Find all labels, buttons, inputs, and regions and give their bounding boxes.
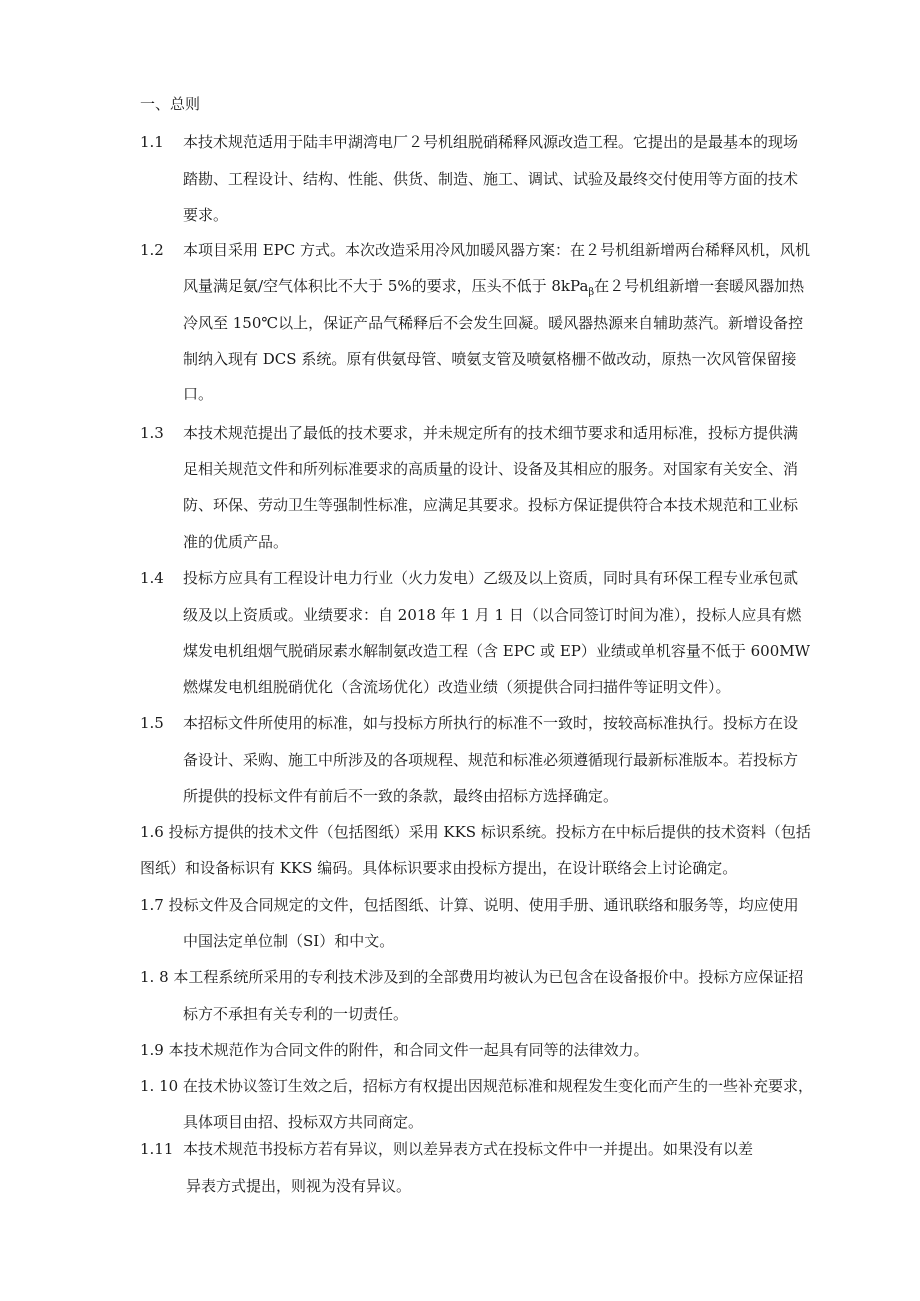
clause-1-5-line-2: 备设计、采购、施工中所涉及的各项规程、规范和标准必须遵循现行最新标准版本。若投标方 [183,751,799,769]
clause-number-1-1: 1.1 [140,133,164,151]
clause-1-3-line-1: 本技术规范提出了最低的技术要求，并未规定所有的技术细节要求和适用标准，投标方提供满 [183,424,799,442]
clause-1-6-line-1: 1.6 投标方提供的技术文件（包括图纸）采用 KKS 标识系统。投标方在中标后提供的技术资料（包括 [140,823,811,841]
clause-1-3-line-3: 防、环保、劳动卫生等强制性标准，应满足其要求。投标方保证提供符合本技术规范和工业标 [183,496,799,514]
clause-number-1-11: 1.11 [140,1140,174,1158]
clause-1-2-line-3: 冷风至 150℃以上，保证产品气稀释后不会发生回凝。暖风器热源来自辅助蒸汽。新增设备控 [183,314,804,332]
clause-1-2-line-2-tail: 在２号机组新增一套暖风器加热 [594,277,805,295]
clause-1-7-line-2: 中国法定单位制（SI）和中文。 [183,932,395,950]
clause-1-2-line-5: 口。 [183,385,214,403]
clause-1-3-line-2: 足相关规范文件和所列标准要求的高质量的设计、设备及其相应的服务。对国家有关安全、消 [183,460,799,478]
clause-1-1-line-2: 踏勘、工程设计、结构、性能、供货、制造、施工、调试、试验及最终交付使用等方面的技术 [183,170,799,188]
clause-1-1-line-3: 要求。 [183,206,229,224]
clause-1-4-line-2: 级及以上资质或。业绩要求：自 2018 年 1 月 1 日（以合同签订时间为准），投标人应具有燃 [183,606,802,624]
subscript-beta: β [588,287,595,298]
clause-1-6-line-2: 图纸）和设备标识有 KKS 编码。具体标识要求由投标方提出，在设计联络会上讨论确定。 [140,859,738,877]
section-heading: 一、总则 [140,95,201,113]
clause-1-1-line-1: 本技术规范适用于陆丰甲湖湾电厂２号机组脱硝稀释风源改造工程。它提出的是最基本的现场 [183,133,799,151]
clause-1-2-line-2-head: 风量满足氨/空气体积比不大于 5%的要求，压头不低于 8kPa [183,277,589,295]
clause-1-4-line-3: 煤发电机组烟气脱硝尿素水解制氨改造工程（含 EPC 或 EP）业绩或单机容量不低于 600MW [183,642,811,660]
clause-1-10-line-2: 具体项目由招、投标双方共同商定。 [183,1113,424,1131]
clause-1-11-line-2: 异表方式提出，则视为没有异议。 [186,1177,412,1195]
clause-1-8-line-1: 1. 8 本工程系统所采用的专利技术涉及到的全部费用均被认为已包含在设备报价中。投标方应保证招 [140,968,804,986]
clause-number-1-5: 1.5 [140,714,164,732]
clause-1-4-line-4: 燃煤发电机组脱硝优化（含流场优化）改造业绩（须提供合同扫描件等证明文件）。 [183,678,731,696]
clause-1-2-line-2 [183,276,804,303]
clause-1-5-line-3: 所提供的投标文件有前后不一致的条款，最终由招标方选择确定。 [183,787,619,805]
clause-1-11-line-1: 本技术规范书投标方若有异议，则以差异表方式在投标文件中一并提出。如果没有以差 [183,1140,754,1158]
clause-1-8-line-2: 标方不承担有关专利的一切责任。 [183,1005,409,1023]
clause-number-1-2: 1.2 [140,241,164,259]
clause-1-5-line-1: 本招标文件所使用的标准，如与投标方所执行的标准不一致时，按较高标准执行。投标方在设 [183,714,799,732]
clause-1-2-line-1: 本项目采用 EPC 方式。本次改造采用冷风加暖风器方案：在２号机组新增两台稀释风机，风机 [183,241,811,259]
clause-1-10-line-1: 1. 10 在技术协议签订生效之后，招标方有权提出因规范标准和规程发生变化而产生的一些补充要求， [140,1077,813,1095]
clause-number-1-3: 1.3 [140,424,164,442]
clause-1-4-line-1: 投标方应具有工程设计电力行业（火力发电）乙级及以上资质，同时具有环保工程专业承包贰 [183,569,799,587]
clause-1-2-line-4: 制纳入现有 DCS 系统。原有供氨母管、喷氨支管及喷氨格栅不做改动，原热一次风管保留接 [183,350,797,368]
clause-number-1-4: 1.4 [140,569,164,587]
clause-1-9-line-1: 1.9 本技术规范作为合同文件的附件，和合同文件一起具有同等的法律效力。 [140,1041,649,1059]
clause-1-3-line-4: 准的优质产品。 [183,533,289,551]
clause-1-7-line-1: 1.7 投标文件及合同规定的文件，包括图纸、计算、说明、使用手册、通讯联络和服务等，均应使用 [140,896,799,914]
